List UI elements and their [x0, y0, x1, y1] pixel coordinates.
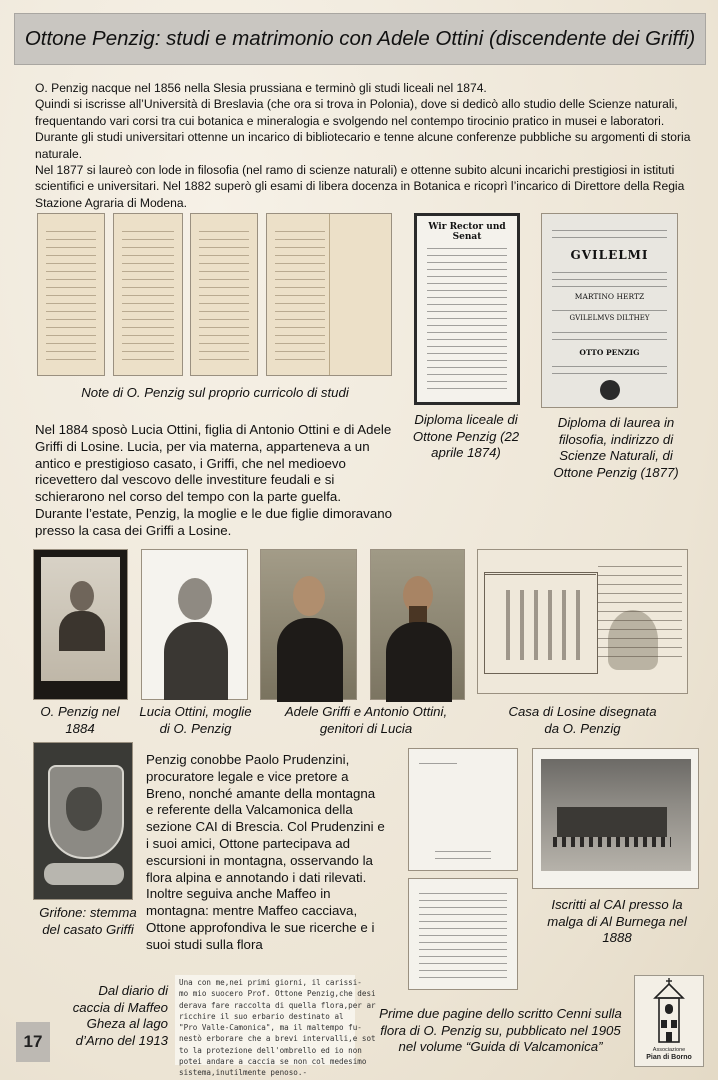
intro-paragraph: Nel 1877 si laureò con lode in filosofia (nel ramo di scienze naturali) e ottenne subito alcuni incarichi prestigiosi in istituti scientifici e universitari. Nel 1882 superò gli esami di libera docenza in Botanica e ricoprì l’incarico di Direttore della Regia Stazione Agraria di Modena.: [35, 163, 685, 210]
handwritten-note-page-3: [190, 213, 258, 376]
seal-icon: [600, 380, 620, 400]
diploma-laurea-name-4: OTTO PENZIG: [579, 348, 640, 357]
intro-text: [35, 80, 695, 211]
image-cenni-page-2: [408, 878, 518, 990]
caption-genitori: Adele Griffi e Antonio Ottini, genitori di Lucia: [284, 704, 448, 736]
diploma-liceale-heading: Wir Rector und Senat: [428, 222, 506, 242]
image-diario: [175, 975, 376, 1078]
logo-text: Pian di Borno: [646, 1054, 692, 1061]
page-number: 17: [16, 1022, 50, 1062]
caption-notes: Note di O. Penzig sul proprio curricolo di studi: [81, 385, 349, 400]
caption-cai: Iscritti al CAI presso la malga di Al Burnega nel 1888: [547, 897, 687, 945]
diploma-liceale-image: [414, 213, 520, 405]
prudenzini-text: Penzig conobbe Paolo Prudenzini, procuratore legale e vice pretore a Breno, nonché amante della montagna e referente della Valcamonica della sezione CAI di Brescia. Col Prudenzini e i suoi amici, Ottone partecipava ad escursioni in montagna, osservando la flora alpina e annotando i dati rilevati. Inoltre seguiva anche Maffeo in montagna: mentre Maffeo cacciava, Ottone approfondiva le sue ricerche e i suoi studi sulla flora: [146, 752, 385, 952]
caption-diploma-liceale: Diploma liceale di Ottone Penzig (22 aprile 1874): [412, 412, 520, 460]
drawing-casa-losine: [477, 549, 688, 694]
caption-cenni: Prime due pagine dello scritto Cenni sulla flora di O. Penzig su, pubblicato nel 1905 nel volume “Guida di Valcamonica”: [379, 1006, 622, 1054]
caption-diario: Dal diario di caccia di Maffeo Gheza al lago d’Arno del 1913: [72, 983, 168, 1048]
diploma-laurea-name-3: GVILELMVS DILTHEY: [569, 314, 650, 322]
photo-lucia-ottini: [141, 549, 248, 700]
diary-text: Una con me,nei primi giorni, il carissi- mo mio suocero Prof. Ottone Penzig,che desi derava fare raccolta di quella flora,per ar ricchire il suo erbario destinato al "Pro Valle-Camonica", ma il maltempo fu- nestò erborare che a brevi intervalli,e sot to la protezione dell'ombrello ed io non potei andare a caccia se non col medesimo sistema,inutilmente penoso.-: [179, 978, 376, 1078]
marriage-text: Nel 1884 sposò Lucia Ottini, figlia di Antonio Ottini e di Adele Griffi di Losine. Lucia, per via materna, apparteneva a un antico e prestigioso casato, i Griffi, che nel medioevo ricevettero dal vescovo delle investiture feudali e si schierarono nel corso del tempo con la parte guelfa. Durante l’estate, Penzig, la moglie e le due figlie dimoravano presso la casa dei Griffi a Losine.: [35, 422, 393, 538]
diploma-laurea-image: [541, 213, 678, 408]
caption-lucia: Lucia Ottini, moglie di O. Penzig: [139, 704, 252, 736]
photo-cai-malga: [532, 748, 699, 889]
church-icon: [635, 978, 703, 1048]
caption-penzig-1884: O. Penzig nel 1884: [40, 704, 120, 736]
diploma-laurea-name-1: GVILELMI: [570, 248, 649, 262]
image-stemma-griffi: [33, 742, 133, 900]
handwritten-note-page-1: [37, 213, 105, 376]
logo-subtext: Associazione: [652, 1047, 686, 1053]
intro-paragraph: O. Penzig nacque nel 1856 nella Slesia prussiana e terminò gli studi liceali nel 1874.: [35, 81, 487, 95]
handwritten-note-page-4: [266, 213, 392, 376]
photo-adele-griffi: [260, 549, 357, 700]
handwritten-note-page-2: [113, 213, 183, 376]
caption-casa: Casa di Losine disegnata da O. Penzig: [508, 704, 657, 736]
photo-antonio-ottini: [370, 549, 465, 700]
title-bar: [14, 13, 706, 65]
diploma-laurea-name-2: MARTINO HERTZ: [574, 292, 645, 301]
image-cenni-page-1: [408, 748, 518, 871]
caption-diploma-laurea: Diploma di laurea in filosofia, indirizzo di Scienze Naturali, di Ottone Penzig (1877): [553, 415, 679, 480]
logo-pian-di-borno: [634, 975, 704, 1067]
intro-paragraph: Quindi si iscrisse all’Università di Breslavia (che ora si trova in Polonia), dove si dedicò allo studio delle Scienze naturali, frequentando vari corsi tra cui botanica e mineralogia e svolgendo nel contempo tirocinio pratico in musei e laboratori. Durante gli studi universitari ottenne un incarico di bibliotecario e tenne alcune conferenze pubbliche su argomenti di storia naturale.: [35, 97, 691, 161]
page-title: Ottone Penzig: studi e matrimonio con Adele Ottini (discendente dei Griffi): [24, 27, 696, 50]
photo-penzig-1884: [33, 549, 128, 700]
griffin-icon: [66, 787, 102, 831]
caption-stemma: Grifone: stemma del casato Griffi: [39, 905, 137, 937]
